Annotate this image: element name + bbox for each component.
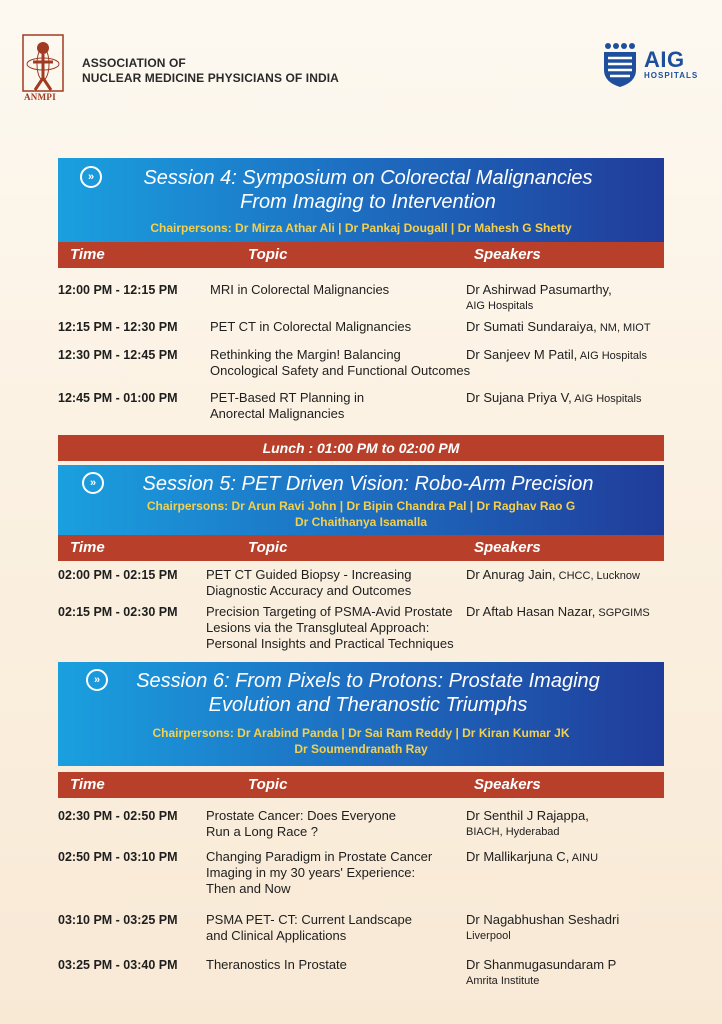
row-time: 12:00 PM - 12:15 PM xyxy=(58,283,178,297)
session6-chairs: Chairpersons: Dr Arabind Panda | Dr Sai Ram Reddy | Dr Kiran Kumar JK Dr Soumendranath Ray xyxy=(152,726,570,756)
chevron-right-icon: » xyxy=(80,166,102,188)
row-topic: Precision Targeting of PSMA-Avid Prostate Lesions via the Transgluteal Approach: Personal Insights and Practical Techniques xyxy=(206,604,454,651)
chevron-right-icon: » xyxy=(86,669,108,691)
row-topic: Rethinking the Margin! Balancing Oncological Safety and Functional Outcomes xyxy=(210,347,471,378)
session4-column-header xyxy=(58,242,664,268)
session4-title xyxy=(58,158,664,214)
column-time: Time xyxy=(70,539,105,556)
row-time: 02:30 PM - 02:50 PM xyxy=(58,809,178,823)
column-time: Time xyxy=(70,776,105,793)
row-speaker: Dr Anurag Jain, CHCC, Lucknow xyxy=(466,567,640,582)
session5-banner xyxy=(58,465,664,535)
row-topic: PSMA PET- CT: Current Landscape and Clinical Applications xyxy=(206,912,412,943)
row-time: 03:10 PM - 03:25 PM xyxy=(58,913,178,927)
row-speaker: Dr Shanmugasundaram P Amrita Institute xyxy=(466,957,617,987)
row-topic: Prostate Cancer: Does Everyone Run a Long Race ? xyxy=(206,808,397,839)
row-time: 12:30 PM - 12:45 PM xyxy=(58,348,178,362)
row-speaker: Dr Senthil J Rajappa, BIACH, Hyderabad xyxy=(466,808,589,838)
session4-title-line2: From Imaging to Intervention xyxy=(240,191,496,213)
row-topic: PET CT in Colorectal Malignancies xyxy=(210,319,412,334)
column-speakers: Speakers xyxy=(474,539,541,556)
aig-shield-icon xyxy=(602,42,638,88)
anmpi-logo-text: ANMPI xyxy=(24,92,56,102)
session4-chairs: Chairpersons: Dr Mirza Athar Ali | Dr Pankaj Dougall | Dr Mahesh G Shetty xyxy=(150,221,572,235)
row-speaker: Dr Aftab Hasan Nazar, SGPGIMS xyxy=(466,604,650,619)
session6-banner xyxy=(58,662,664,766)
row-speaker: Dr Sumati Sundaraiya, NM, MIOT xyxy=(466,319,651,334)
row-speaker: Dr Ashirwad Pasumarthy, AIG Hospitals xyxy=(466,282,612,312)
row-time: 12:15 PM - 12:30 PM xyxy=(58,320,178,334)
org-name-line1: ASSOCIATION OF xyxy=(82,56,186,70)
row-topic: Theranostics In Prostate xyxy=(206,957,347,972)
org-name xyxy=(82,56,339,86)
aig-logo-sub: HOSPITALS xyxy=(644,71,699,80)
session5-chairs: Chairpersons: Dr Arun Ravi John | Dr Bipin Chandra Pal | Dr Raghav Rao G Dr Chaithanya Isamalla xyxy=(146,499,576,529)
row-time: 12:45 PM - 01:00 PM xyxy=(58,391,178,405)
row-topic: Changing Paradigm in Prostate Cancer Imaging in my 30 years' Experience: Then and Now xyxy=(206,849,433,896)
row-topic: PET CT Guided Biopsy - Increasing Diagnostic Accuracy and Outcomes xyxy=(206,567,412,598)
row-speaker: Dr Sanjeev M Patil, AIG Hospitals xyxy=(466,347,647,362)
row-topic: MRI in Colorectal Malignancies xyxy=(210,282,390,297)
row-time: 02:50 PM - 03:10 PM xyxy=(58,850,178,864)
row-topic: PET-Based RT Planning in Anorectal Malignancies xyxy=(210,390,365,421)
aig-logo xyxy=(602,42,698,88)
column-topic: Topic xyxy=(248,539,288,556)
anmpi-logo xyxy=(22,34,339,102)
session6-title-line2: Evolution and Theranostic Triumphs xyxy=(208,694,528,716)
session4-title-line1: Session 4: Symposium on Colorectal Malignancies xyxy=(143,167,593,189)
session5-title xyxy=(58,465,664,496)
chevron-right-icon: » xyxy=(82,472,104,494)
row-time: 02:15 PM - 02:30 PM xyxy=(58,605,178,619)
aig-logo-text: AIG xyxy=(644,47,685,72)
column-speakers: Speakers xyxy=(474,246,541,263)
session6-title xyxy=(58,662,664,717)
column-topic: Topic xyxy=(248,776,288,793)
session5-title-line1: Session 5: PET Driven Vision: Robo-Arm Precision xyxy=(142,473,594,495)
row-speaker: Dr Sujana Priya V, AIG Hospitals xyxy=(466,390,642,405)
session6-title-line1: Session 6: From Pixels to Protons: Prostate Imaging xyxy=(136,670,600,692)
row-time: 03:25 PM - 03:40 PM xyxy=(58,958,178,972)
session4-banner xyxy=(58,158,664,242)
lunch-break-bar: Lunch : 01:00 PM to 02:00 PM xyxy=(58,435,664,461)
org-name-line2: NUCLEAR MEDICINE PHYSICIANS OF INDIA xyxy=(82,71,339,85)
session6-column-header xyxy=(58,772,664,798)
column-time: Time xyxy=(70,246,105,263)
column-speakers: Speakers xyxy=(474,776,541,793)
row-speaker: Dr Nagabhushan Seshadri Liverpool xyxy=(466,912,620,942)
anmpi-emblem-icon xyxy=(22,34,64,102)
row-time: 02:00 PM - 02:15 PM xyxy=(58,568,178,582)
session5-column-header xyxy=(58,535,664,561)
column-topic: Topic xyxy=(248,246,288,263)
row-speaker: Dr Mallikarjuna C, AINU xyxy=(466,849,599,864)
